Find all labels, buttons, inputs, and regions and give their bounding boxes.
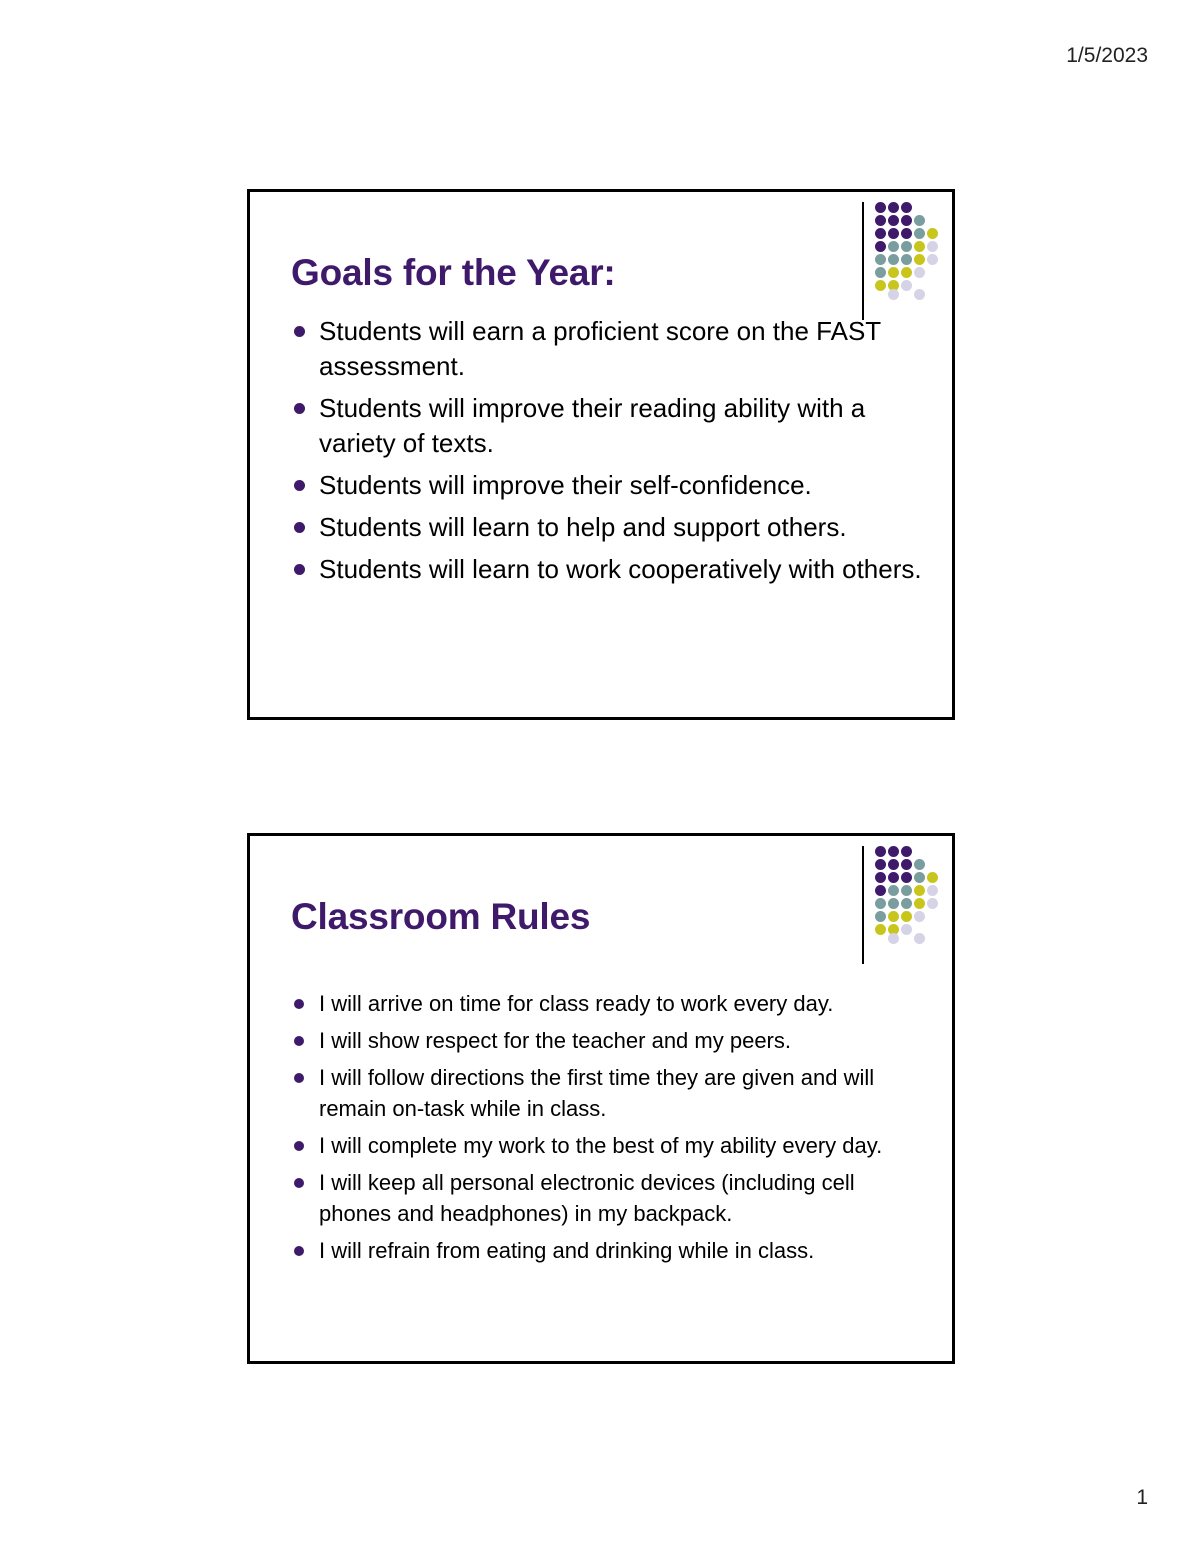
decorative-dot xyxy=(875,228,886,239)
decorative-divider xyxy=(862,846,864,964)
decorative-dot xyxy=(901,859,912,870)
list-item-text: Students will earn a proficient score on the FAST assessment. xyxy=(319,316,881,381)
decorative-dot-grid-icon xyxy=(875,202,945,307)
bullet-icon xyxy=(294,1246,304,1256)
decorative-dot xyxy=(927,228,938,239)
decorative-dot-grid-icon xyxy=(875,846,945,951)
decorative-dot xyxy=(888,241,899,252)
decorative-dot xyxy=(875,924,886,935)
decorative-dot xyxy=(875,872,886,883)
decorative-dot xyxy=(888,254,899,265)
decorative-dot xyxy=(888,885,899,896)
decorative-dot xyxy=(914,254,925,265)
list-item xyxy=(291,1235,931,1266)
decorative-dot xyxy=(901,280,912,291)
decorative-dot xyxy=(914,872,925,883)
decorative-dot xyxy=(888,267,899,278)
list-item-text: I will arrive on time for class ready to work every day. xyxy=(319,991,834,1016)
decorative-dot xyxy=(901,215,912,226)
bullet-icon xyxy=(294,522,305,533)
decorative-dot xyxy=(927,872,938,883)
list-item-text: I will show respect for the teacher and my peers. xyxy=(319,1028,791,1053)
list-item xyxy=(291,1025,931,1056)
decorative-dot xyxy=(901,885,912,896)
decorative-dot xyxy=(927,254,938,265)
list-item-text: Students will improve their reading ability with a variety of texts. xyxy=(319,393,866,458)
decorative-dot xyxy=(888,228,899,239)
decorative-dot xyxy=(888,933,899,944)
decorative-dot xyxy=(901,254,912,265)
decorative-dot xyxy=(914,885,925,896)
page-number: 1 xyxy=(1136,1486,1148,1509)
bullet-list xyxy=(291,988,931,1272)
bullet-icon xyxy=(294,1141,304,1151)
decorative-dot xyxy=(914,267,925,278)
decorative-dot xyxy=(875,202,886,213)
decorative-dot xyxy=(901,911,912,922)
decorative-dot xyxy=(914,289,925,300)
page-date: 1/5/2023 xyxy=(1066,44,1148,67)
decorative-dot xyxy=(927,241,938,252)
list-item-text: Students will improve their self-confidence. xyxy=(319,470,812,500)
list-item-text: Students will learn to help and support others. xyxy=(319,512,847,542)
list-item xyxy=(291,988,931,1019)
decorative-dot xyxy=(901,267,912,278)
bullet-icon xyxy=(294,999,304,1009)
slide-classroom-rules xyxy=(247,833,955,1364)
list-item-text: I will follow directions the first time they are given and will remain on-task while in class. xyxy=(319,1065,875,1121)
decorative-dot xyxy=(901,202,912,213)
decorative-dot xyxy=(875,846,886,857)
list-item xyxy=(291,314,931,384)
list-item xyxy=(291,391,931,461)
decorative-dot xyxy=(875,254,886,265)
decorative-dot xyxy=(914,898,925,909)
list-item-text: I will complete my work to the best of my ability every day. xyxy=(319,1133,883,1158)
decorative-dot xyxy=(927,885,938,896)
decorative-dot xyxy=(901,846,912,857)
decorative-dot xyxy=(875,885,886,896)
decorative-dot xyxy=(875,898,886,909)
bullet-icon xyxy=(294,1178,304,1188)
bullet-icon xyxy=(294,1036,304,1046)
list-item xyxy=(291,468,931,503)
bullet-icon xyxy=(294,326,305,337)
decorative-dot xyxy=(888,911,899,922)
decorative-dot xyxy=(914,933,925,944)
decorative-dot xyxy=(888,202,899,213)
decorative-dot xyxy=(875,280,886,291)
bullet-icon xyxy=(294,1073,304,1083)
list-item-text: Students will learn to work cooperatively with others. xyxy=(319,554,922,584)
list-item-text: I will keep all personal electronic devices (including cell phones and headphones) in my backpack. xyxy=(319,1170,855,1226)
list-item xyxy=(291,1130,931,1161)
bullet-icon xyxy=(294,564,305,575)
bullet-icon xyxy=(294,403,305,414)
decorative-dot xyxy=(901,872,912,883)
bullet-list xyxy=(291,314,931,594)
decorative-dot xyxy=(888,846,899,857)
decorative-dot xyxy=(888,215,899,226)
decorative-dot xyxy=(914,859,925,870)
decorative-dot xyxy=(875,215,886,226)
decorative-dot xyxy=(875,859,886,870)
decorative-dot xyxy=(927,898,938,909)
list-item-text: I will refrain from eating and drinking while in class. xyxy=(319,1238,815,1263)
decorative-divider xyxy=(862,202,864,320)
decorative-dot xyxy=(888,859,899,870)
slide-title: Goals for the Year: xyxy=(291,252,616,293)
list-item xyxy=(291,552,931,587)
decorative-dot xyxy=(914,911,925,922)
decorative-dot xyxy=(914,228,925,239)
list-item xyxy=(291,1062,931,1124)
decorative-dot xyxy=(914,215,925,226)
decorative-dot xyxy=(875,241,886,252)
list-item xyxy=(291,1167,931,1229)
slide-goals xyxy=(247,189,955,720)
list-item xyxy=(291,510,931,545)
decorative-dot xyxy=(914,241,925,252)
decorative-dot xyxy=(901,898,912,909)
decorative-dot xyxy=(888,898,899,909)
slide-title: Classroom Rules xyxy=(291,896,591,937)
decorative-dot xyxy=(875,267,886,278)
decorative-dot xyxy=(888,872,899,883)
bullet-icon xyxy=(294,480,305,491)
decorative-dot xyxy=(875,911,886,922)
decorative-dot xyxy=(901,241,912,252)
decorative-dot xyxy=(888,289,899,300)
decorative-dot xyxy=(901,924,912,935)
decorative-dot xyxy=(901,228,912,239)
